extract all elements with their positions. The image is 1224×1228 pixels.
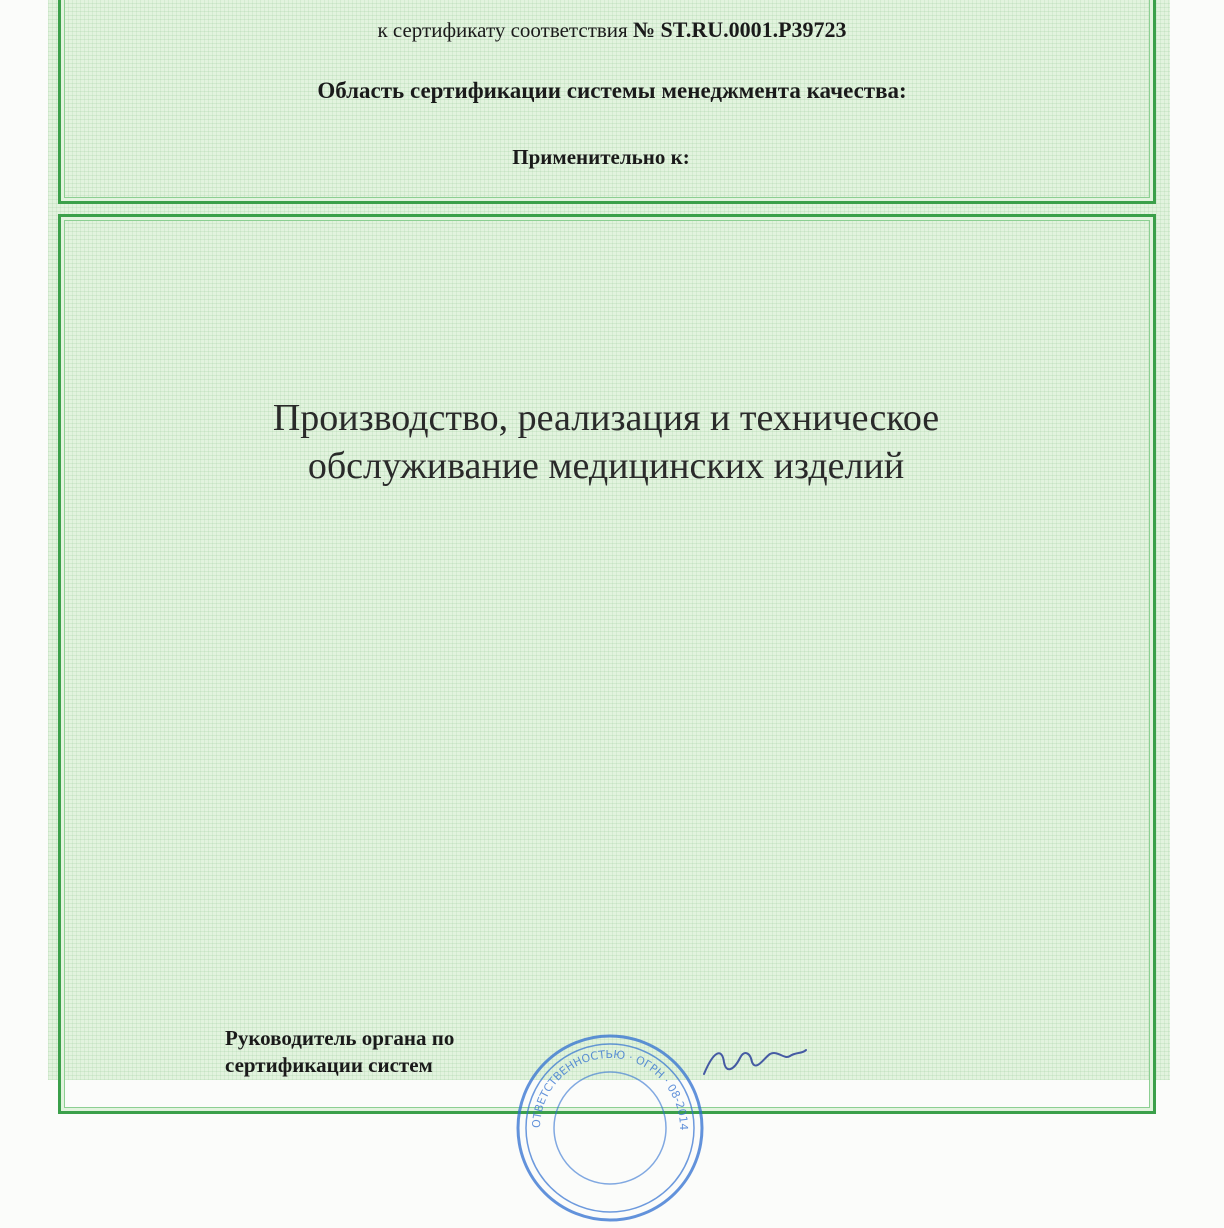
signature-icon (700, 1040, 810, 1080)
scope-description-line-1: Производство, реализация и техническое (272, 397, 940, 439)
certificate-prefix: к сертификату соответствия (377, 18, 628, 42)
official-stamp-icon (510, 1028, 710, 1228)
signer-title (225, 1025, 454, 1079)
signer-title-line-1: Руководитель органа по (225, 1026, 455, 1050)
content-frame (58, 214, 1156, 1114)
scope-title: Область сертификации системы менеджмента качества: (317, 78, 907, 103)
certificate-number: № ST.RU.0001.P39723 (632, 17, 847, 42)
signer-title-line-2: сертификации систем (225, 1053, 433, 1077)
svg-text:ОТВЕТСТВЕННОСТЬЮ · ОГРН · 08-2: ОТВЕТСТВЕННОСТЬЮ · ОГРН · 08-2014 (529, 1047, 691, 1131)
scope-description (0, 394, 1212, 490)
scope-description-line-2: обслуживание медицинских изделий (307, 445, 905, 487)
applied-to-label: Применительно к: (512, 145, 690, 169)
certificate-reference (0, 17, 1224, 43)
